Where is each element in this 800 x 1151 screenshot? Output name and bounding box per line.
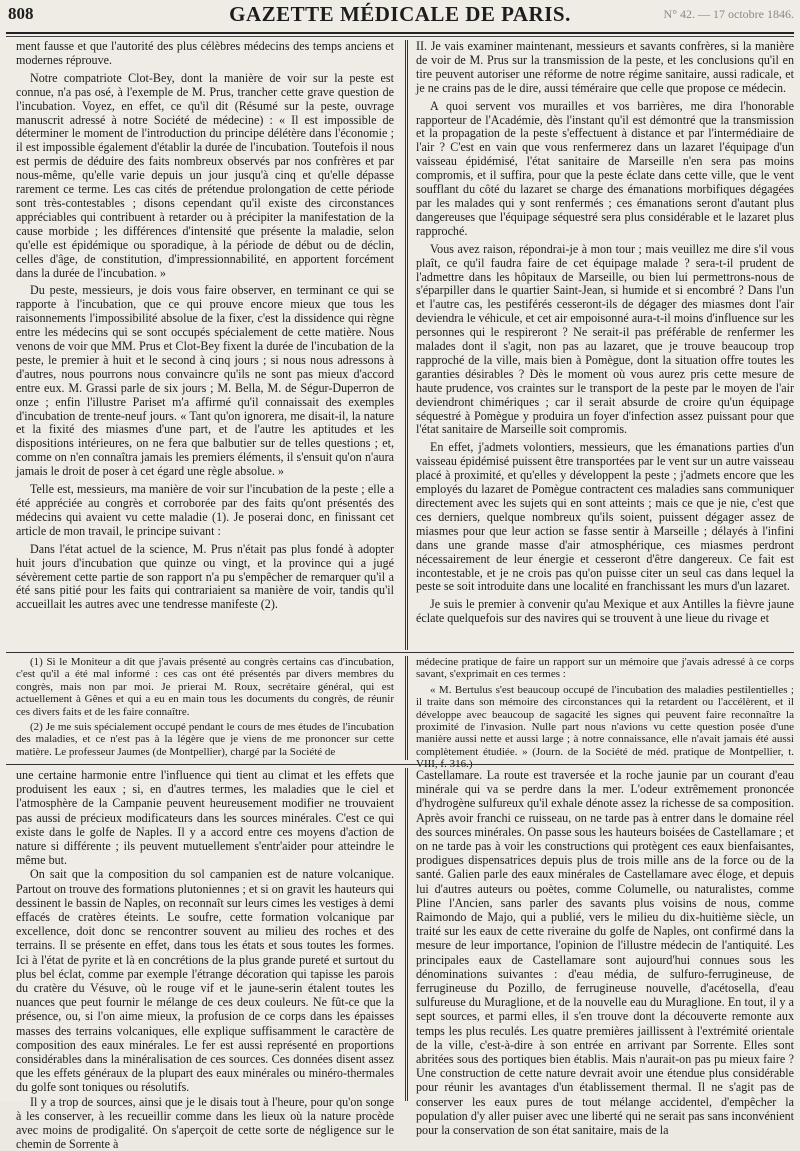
paragraph: ment fausse et que l'autorité des plus célèbres médecins des temps anciens et modernes réprouve. — [16, 39, 394, 67]
issue-date: N° 42. — 17 octobre 1846. — [663, 7, 794, 21]
paragraph: Telle est, messieurs, ma manière de voir sur l'incubation de la peste ; elle a été appréciée au congrès et corroborée par des faits qu'ont présentés des médecins qui avaient vu cette maladie (1). Je poserai donc, en finissant cet article de mon travail, le principe suivant : — [16, 482, 394, 538]
paragraph: Du peste, messieurs, je dois vous faire observer, en terminant ce qui se rapporte à l'incubation, que ce qui prouve encore mieux que tous les raisonnements l'impossibilité absolue de la fixer, c'est la dissidence qui règne entre les médecins qui se sont occupés spécialement de cette matière. Nous venons de voir que MM. Prus et Clot-Bey fixent la durée de l'incubation de la peste, le premier à huit et le second à cinq jours ; si nous nous adressons à d'autres, nous pourrons nous convaincre qu'ils ne sont pas mieux d'accord entre eux. M. Grassi parle de six jours ; M. Bella, M. de Ségur-Duperron de onze ; enfin l'illustre Pariset m'a affirmé qu'il connaissait des exemples d'incubation de trente-neuf jours. « Tant qu'on ignorera, me disait-il, la nature et la fixité des miasmes d'une part, et de l'autre les aptitudes et les dispositions intérieures, on ne fera que balbutier sur de telles questions ; et, comme on n'en connaîtra jamais les premiers éléments, il s'ensuit qu'on n'aura jamais le droit de poser à cet égard une règle absolue. » — [16, 283, 394, 479]
paragraph: II. Je vais examiner maintenant, messieurs et savants confrères, si la manière de voir de M. Prus sur la transmission de la peste, et les conclusions qu'il en tire peuvent autoriser une réforme de notre régime sanitaire, aussi radicale, et je ne crains pas de le dire, aussi téméraire que celle que propose ce médecin. — [416, 39, 794, 95]
footnotes-right-column — [416, 656, 794, 771]
paragraph: A quoi servent vos murailles et vos barrières, me dira l'honorable rapporteur de l'Académie, dès l'instant qu'il est démontré que la transmission et la propagation de la peste s'effectuent à distance et par l'intermédiaire de l'air ? C'est en vain que vous renfermerez dans un lazaret l'équipage d'un vaisseau épidémisé, l'état sanitaire de Marseille n'en sera pas moins compromis, et il suffira, pour que la peste éclate dans cette ville, que le vent soufflant du côté du lazaret se charge des émanations morbifiques dégagées par les malades qui y sont renfermés ; ces émanations seront d'autant plus dangereuses que l'équipage séquestré sera plus considérable et le lazaret plus rapproché. — [416, 98, 794, 238]
section-divider — [6, 652, 794, 653]
journal-title: GAZETTE MÉDICALE DE PARIS. — [229, 2, 571, 26]
paragraph: « M. Bertulus s'est beaucoup occupé de l'incubation des maladies pestilentielles ; il traite dans son mémoire des circonstances qui la retardent ou l'accélèrent, et il développe avec beaucoup de sagacité les signes qui peuvent faire reconnaître la proximité de l'invasion. Nulle part nous n'avions vu cette question posée d'une manière aussi nette et aussi large ; à notre connaissance, elle n'avait jamais été aussi complètement étudiée. » (Journ. de la Société de méd. pratique de Montpellier, t. VIII, f. 316.) — [416, 683, 794, 771]
paragraph: Vous avez raison, répondrai-je à mon tour ; mais veuillez me dire s'il vous plaît, ce qu'il faudra faire de cet équipage malade ? sera-t-il prudent de l'admettre dans les hôpitaux de Marseille, ou bien lui permettrons-nous de s'éparpiller dans le quartier Saint-Jean, si humide et si encombré ? Dans l'un et l'autre cas, les pestiférés cesseront-ils de dégager des miasmes dont l'air deviendra le véhicule, et cet air empoisonné aura-t-il moins d'influence sur les personnes qui le respireront ? Ne serait-il pas préférable de renfermer les malades dont il s'agit, non pas au lazaret, que je trouve beaucoup trop rapproché de la ville, mais bien à Pomègue, dont la situation offre toutes les garanties désirables ? Dès le moment où vous aurez pris cette mesure de haute prudence, vos craintes sur le transport de la peste par le moyen de l'air deviendront chimériques ; car il serait absurde de croire qu'un équipage séquestré à Pomègue y produira un foyer d'infection assez puissant pour que l'état sanitaire de Marseille soit compromis. — [416, 241, 794, 437]
paragraph: En effet, j'admets volontiers, messieurs, que les émanations parties d'un vaisseau épidémisé puissent être transportées par le vent sur un autre vaisseau placé à proximité, et qu'elles y développent la peste ; j'admets encore que les employés du lazaret de Pomègue contractent ces maladies sans communiquer directement avec les sujets qui en sont atteints ; mais ce que je nie, c'est que ces derniers, quelque nombreux qu'ils soient, puissent dégager assez de miasmes pour que leur action se fasse sentir à Marseille ; délayés à l'infini dans une grande masse d'air atmosphérique, ces miasmes perdront nécessairement de leur énergie et cesseront d'être dangereux. Ce fait est incontestable, et je ne crois pas qu'on puisse citer un seul cas dans lequel la peste se soit introduite dans une localité en franchissant les murs d'un lazaret. — [416, 440, 794, 594]
paragraph: (1) Si le Moniteur a dit que j'avais présenté au congrès certains cas d'incubation, c'est qu'il a été mal informé : ces cas ont été présentés par divers membres du congrès, mais non par moi. Je prierai M. Roux, secrétaire général, qui est actuellement à Gênes et qui a eu en main tous les documents du congrès, de réunir ces divers faits et de les faire connaître. — [16, 656, 394, 718]
column-divider — [405, 40, 408, 650]
page-header — [6, 0, 794, 34]
paragraph: Notre compatriote Clot-Bey, dont la manière de voir sur la peste est connue, n'a pas osé, à l'exemple de M. Prus, trancher cette grave question de l'incubation. Voyez, en effet, ce qu'il dit (Résumé sur la peste, ouvrage manuscrit adressé à notre Société de médecine) : « Il est impossible de déterminer le moment de l'introduction du principe délétère dans l'économie ; il est impossible également d'établir la durée de l'incubation. Toutefois il nous est permis de déduire des faits nombreux observés par nos confrères et par nous-même, qu'elle varie depuis un jour jusqu'à cinq et qu'elle dépasse rarement ce terme. Les cas cités de prétendue prolongation de cette période sont très-contestables ; disons cependant qu'il existe des circonstances appréciables qui contribuent à retarder ou à précipiter la manifestation de la cause morbide ; les différences d'intensité que présente la maladie, selon qu'elle est épidémique ou sporadique, à la période de début ou de déclin, celles d'âge, de constitution, d'impressionnabilité, en apportent forcément dans la durée de l'incubation. » — [16, 70, 394, 280]
main-text-section — [16, 40, 794, 650]
header-rule — [6, 36, 794, 37]
feuilleton-left-column — [16, 768, 394, 1151]
paragraph: On sait que la composition du sol campanien est de nature volcanique. Partout on trouve des formations plutoniennes ; et si on gravit les hauteurs qui dessinent le bassin de Naples, on reconnaît sur leurs cimes les vestiges à demi effacés de cratères éteints. Le soufre, cette formation volcanique par excellence, doit donc se rencontrer souvent au milieu des roches et des terrains. Il se présente en effet, dans tous les états et sous toutes les formes. Ici à l'état de pyrite et là en concrétions de la plus grande pureté et surtout du plus bel éclat, comme par exemple l'étrange décoration qui tapisse les parois du cratère du Vésuve, où le rouge vif et le jaune-serin étalent toutes les nuances que peut fournir le mélange de ces deux couleurs. Ne fût-ce que la présence, ou, si l'on aime mieux, la profusion de ce corps dans les épaisses masses des terrains volcaniques, elle explique suffisamment le caractère de composition des eaux minérales. Le fer est aussi représenté en proportions considérables dans la minéralisation de ces sources. Ces données disent assez que les effets généraux de la plupart des eaux minérales ou minéro-thermales du golfe sont toniques ou résolutifs. — [16, 867, 394, 1095]
paragraph: Il y a trop de sources, ainsi que je le disais tout à l'heure, pour qu'on songe à les conserver, à les recueillir comme dans les lieux où la nature procède avec moins de prodigalité. On s'aperçoit de cette sorte de négligence sur le chemin de Sorrente à — [16, 1094, 394, 1151]
paragraph: Castellamare. La route est traversée et la roche jaunie par un courant d'eau minérale qui va se perdre dans la mer. L'odeur extrêmement prononcée d'hydrogène sulfureux qu'il exhale dénote assez la richesse de sa composition. Après avoir franchi ce ruisseau, on ne tarde pas à entrer dans le domaine réel des sources minérales. On passe sous les hauteurs boisées de Castellamare ; et on ne tarde pas à voir les constructions qui protègent ces eaux bienfaisantes, prodigues dispensatrices depuis plus de trois mille ans de la force ou de la santé. Galien parle des eaux minérales de Castellamare avec éloge, et depuis lui d'autres auteurs ou poètes, comme Columelle, ou naturalistes, comme Pline l'Ancien, sans parler des savants plus voisins de nous, comme Raimondo de Majo, qui a publié, vers le milieu du dix-huitième siècle, un traité sur les eaux de cette riveraine du golfe de Naples, ont confirmé dans la mesure de leur importance, l'opinion de l'illustre médecin de l'antiquité. Les principales eaux de Castellamare sont aujourd'hui connues sous les dénominations suivantes : d'eau médiа, de sulfuro-ferrugineuse, de ferrugineuse du Pozillo, de ferrugineuse nouvelle, d'acétosella, d'eau sulfureuse du Muraglione, et de la nouvelle eau du Muraglione. En tout, il y a sept sources, et parmi elles, il s'en trouve dont la découverte remonte aux temps les plus reculés. Les quatre premières jaillissent à l'extrémité orientale de la ville, c'est-à-dire à son entrée en arrivant par Sorrente. Elles sont abritées sous des portiques bien établis. Mais n'aurait-on pas pu mieux faire ? Une construction de cette nature devrait avoir une étendue plus considérable pour réunir les avantages d'un établissement thermal. Il ne s'agit pas de conserver les eaux pures de tout mélange accidentel, d'empêcher la population d'y aller puiser avec une liberté qui ne serait pas sans inconvénient pour la conservation de son état sanitaire, mais de la — [416, 768, 794, 1138]
feuilleton-right-column — [416, 768, 794, 1138]
feuilleton-column-divider — [405, 768, 408, 1101]
footnotes-section — [16, 656, 794, 771]
feuilleton-divider — [6, 764, 794, 765]
paragraph: médecine pratique de faire un rapport sur un mémoire que j'avais adressé à ce corps savant, s'exprimait en ces termes : — [416, 656, 794, 681]
footnotes-column-divider — [405, 656, 408, 760]
paragraph: Je suis le premier à convenir qu'au Mexique et aux Antilles la fièvre jaune éclate quelquefois sur des navires qui se trouvent à une lieue du rivage et — [416, 597, 794, 626]
paragraph: (2) Je me suis spécialement occupé pendant le cours de mes études de l'incubation des maladies, et ce n'est pas à la légère que je viens de me prononcer sur cette matière. Le professeur Jaumes (de Montpellier), chargé par la Société de — [16, 721, 394, 758]
right-column — [416, 40, 794, 650]
feuilleton-section — [16, 768, 794, 1151]
page-number: 808 — [8, 4, 34, 23]
paragraph: une certaine harmonie entre l'influence qui tient au climat et les effets que produisent les eaux ; si, en d'autres termes, les maladies que le ciel et l'atmosphère de la Campanie peuvent heureusement modifier ne trouvaient pas aussi de précieux modificateurs dans les sources minérales. C'est ce qui existe dans le golfe de Naples. Il y a accord entre ces moyens d'action de nature si différente ; ils peuvent mutuellement s'entr'aider pour atteindre le même but. — [16, 768, 394, 868]
left-column — [16, 40, 394, 650]
footnotes-left-column — [16, 656, 394, 760]
paragraph: Dans l'état actuel de la science, M. Prus n'était pas plus fondé à adopter huit jours d'incubation que quinze ou vingt, et la province qui a jugé sévèrement cette partie de son rapport n'a pu s'empêcher de remarquer qu'il a été sans pitié pour les faits qui contrariaient sa manière de voir, tandis qu'il accueillait les autres avec une tendresse manifeste (2). — [16, 541, 394, 612]
